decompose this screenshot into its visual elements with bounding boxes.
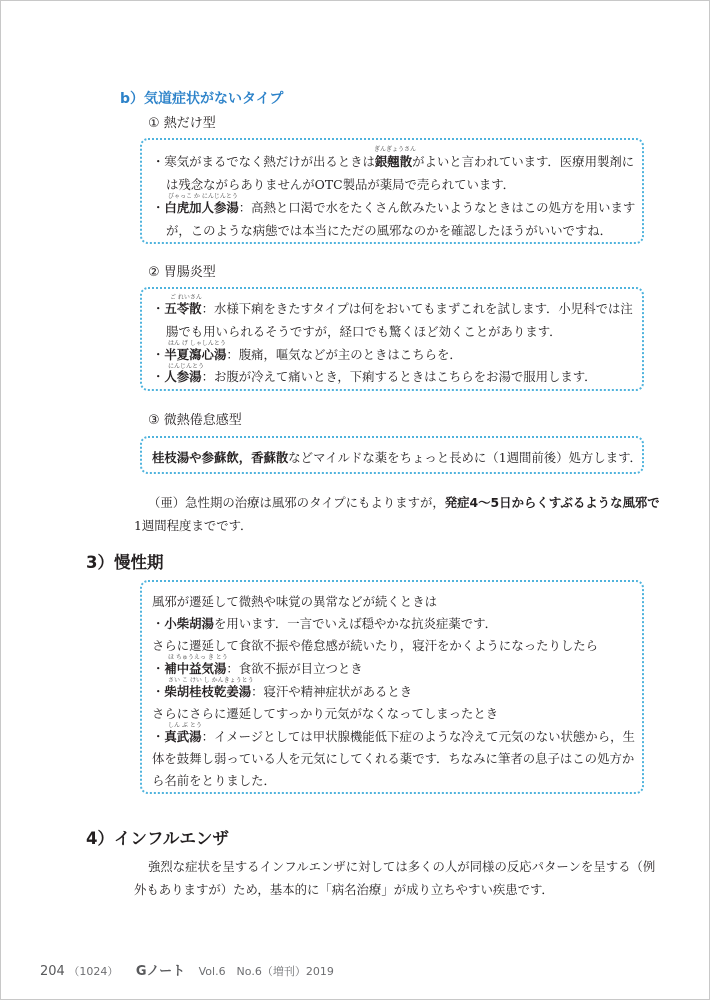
text: ・ <box>152 729 165 744</box>
drug-saikokeishikankyoto: 柴胡桂枝乾姜湯 <box>164 684 252 699</box>
ruby-hangeshashinto: はん げ しゃしんとう <box>168 340 226 347</box>
section-heading-chronic: 3）慢性期 <box>86 553 164 572</box>
callout-box-gastro <box>140 287 644 391</box>
box4-line6: さらにさらに遷延してすっかり元気がなくなってしまったとき <box>152 706 499 721</box>
box4-line3: さらに遷延して食欲不振や倦怠感が続いたり，寝汗をかくようになったりしたら <box>152 638 599 653</box>
box1-line4: が，このような病態では本当にただの風邪なのかを確認したほうがいいですね． <box>166 223 613 238</box>
influenza-para-line1: 強烈な症状を呈するインフルエンザに対しては多くの人が同様の反応パターンを呈する（例 <box>148 859 656 874</box>
drug-shosaikoto: 小柴胡湯 <box>164 616 214 631</box>
page-number: 204 <box>40 964 65 979</box>
note-emphasis: 発症4～5日からくすぶるような風邪で <box>444 495 660 510</box>
callout-box-chronic <box>140 580 644 794</box>
journal-brand: Gノート <box>135 964 186 979</box>
issue-info: Vol.6 No.6（増刊）2019 <box>198 965 334 978</box>
subheading-gastro-type: ② 胃腸炎型 <box>148 265 216 280</box>
text: ・ <box>152 369 165 384</box>
ruby-byakko: びゃっこ か にんじんとう <box>168 193 238 200</box>
callout-box-lowfever <box>140 436 644 474</box>
text: ・ <box>152 301 165 316</box>
box2-line1 <box>152 299 633 317</box>
ruby-goreisan: ご れいさん <box>170 294 202 301</box>
box1-line1 <box>152 152 634 170</box>
note-line1 <box>148 493 660 511</box>
box1-line2: は残念ながらありませんがOTC製品が薬局で売られています． <box>166 177 516 192</box>
drugs-keishito-jinsoin-kososan: 桂枝湯や参蘇飲，香蘇散 <box>152 450 289 465</box>
box1-line3 <box>152 198 635 216</box>
text: （亜）急性期の治療は風邪のタイプにもよりますが， <box>148 495 445 510</box>
text: ：高熱と口渇で水をたくさん飲みたいようなときはこの処方を用います <box>238 200 636 215</box>
text: ：お腹が冷えて痛いとき，下痢するときはこちらをお湯で服用します． <box>201 369 597 384</box>
box4-line8: 体を鼓舞し弱っている人を元気にしてくれる薬です．ちなみに筆者の息子はこの処方か <box>152 751 635 766</box>
text: ：食欲不振が目立つとき <box>226 661 363 676</box>
box4-line5 <box>152 682 412 700</box>
text: ・ <box>152 347 165 362</box>
ruby-hochuekkito: ほ ちゅうえっ き とう <box>168 654 228 661</box>
text: ・ <box>152 684 165 699</box>
text: ・ <box>152 200 165 215</box>
text: ：腹痛，嘔気などが主のときはこちらを． <box>226 347 462 362</box>
drug-hochuekkito: 補中益気湯 <box>164 661 227 676</box>
box2-line2: 腸でも用いられるそうですが，経口でも驚くほど効くことがあります． <box>166 324 562 339</box>
text: などマイルドな薬をちょっと長めに（1週間前後）処方します． <box>288 450 642 465</box>
text: ：イメージとしては甲状腺機能低下症のような冷えて元気のない状態から，生 <box>201 729 635 744</box>
box4-line1: 風邪が遷延して微熱や味覚の異常などが続くときは <box>152 594 437 609</box>
subheading-lowfever-type: ③ 微熱倦怠感型 <box>148 413 242 428</box>
text: ：寝汗や精神症状があるとき <box>251 684 413 699</box>
ruby-shinbuto: しん ぶ とう <box>168 722 202 729</box>
box4-line2 <box>152 614 497 632</box>
heading-b: b）気道症状がないタイプ <box>120 91 284 107</box>
ruby-ginkyosan: ぎんぎょうさん <box>374 146 417 153</box>
influenza-para-line2: 外もありますが）ため，基本的に「病名治療」が成り立ちやすい疾患です． <box>134 882 554 897</box>
subheading-fever-type: ① 熱だけ型 <box>148 116 216 131</box>
ruby-saikokeishikankyoto: さい こ けい し かんきょうとう <box>168 677 254 684</box>
ruby-ninjinto: にんじんとう <box>168 363 205 370</box>
text: を用います．一言でいえば穏やかな抗炎症薬です． <box>213 616 497 631</box>
section-heading-influenza: 4）インフルエンザ <box>86 829 229 848</box>
text: ・ <box>152 616 165 631</box>
drug-shinbuto: 真武湯 <box>164 729 202 744</box>
drug-ninjinto: 人参湯 <box>164 369 202 384</box>
drug-byakkokaninjinto: 白虎加人参湯 <box>164 200 239 215</box>
box3-line <box>152 448 642 466</box>
text: がよいと言われています．医療用製剤に <box>412 154 635 169</box>
callout-box-fever <box>140 138 644 244</box>
text: ・寒気がまるでなく熱だけが出るときは <box>152 154 375 169</box>
drug-goreisan: 五苓散 <box>164 301 202 316</box>
text: ・ <box>152 661 165 676</box>
drug-hangeshashinto: 半夏瀉心湯 <box>164 347 227 362</box>
box2-line4 <box>152 367 597 385</box>
box4-line9: ら名前をとりました． <box>152 773 276 788</box>
drug-ginkyosan: 銀翹散 <box>374 154 413 169</box>
note-line2: 1週間程度までです． <box>134 518 253 533</box>
box4-line7 <box>152 727 635 745</box>
page-number-total: （1024） <box>68 965 119 978</box>
text: ：水様下痢をきたすタイプは何をおいてもまずこれを試します．小児科では注 <box>201 301 633 316</box>
page-footer <box>40 960 334 979</box>
